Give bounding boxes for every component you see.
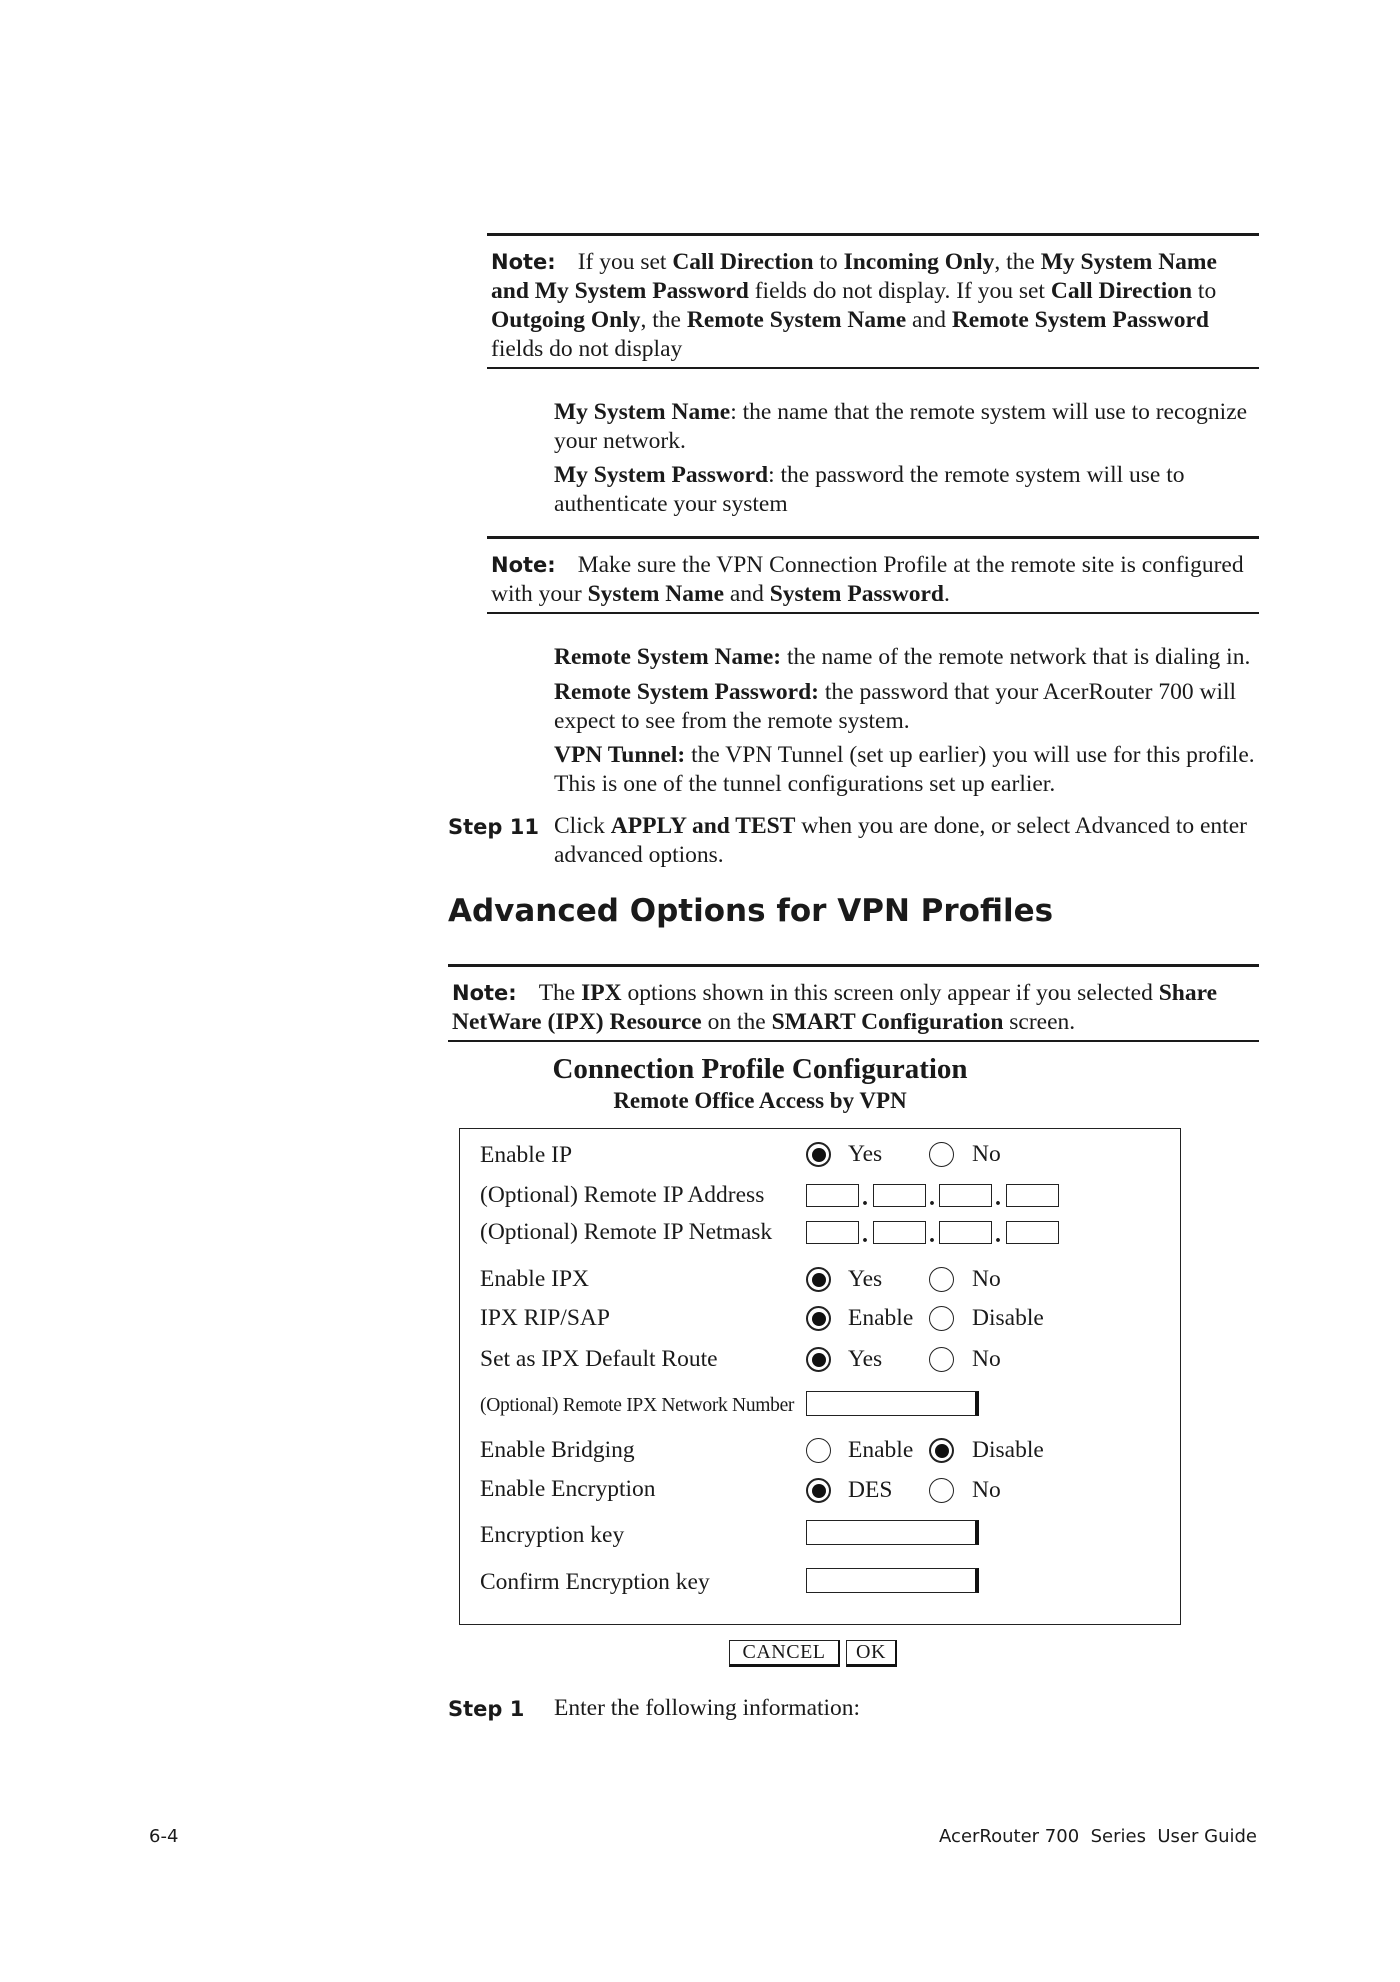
ipx-default-route-label: Set as IPX Default Route: [480, 1346, 718, 1372]
enable-ipx-label: Enable IPX: [480, 1266, 589, 1292]
remote-system-password-desc: Remote System Password: the password that your AcerRouter 700 will expect to see from the remote system.: [554, 679, 1237, 734]
ip-dot: .: [995, 1185, 1001, 1211]
enable-bridging-enable-radio[interactable]: [806, 1438, 831, 1463]
step-1-text: Enter the following information:: [554, 1695, 861, 1721]
screen-title: Connection Profile Configuration: [552, 1053, 968, 1085]
remote-netmask-octet-2[interactable]: [873, 1221, 926, 1244]
note-vpn-profile: Note: Make sure the VPN Connection Profile at the remote site is configured with your System Name and System Password.: [487, 536, 1259, 614]
enable-ipx-yes-label: Yes: [848, 1266, 883, 1292]
note-ipx-options: Note: The IPX options shown in this screen only appear if you selected Share NetWare (IPX) Resource on the SMART Configuration screen.: [448, 964, 1259, 1042]
enable-encryption-no-label: No: [972, 1477, 1001, 1503]
enable-ip-yes-radio[interactable]: [806, 1142, 831, 1167]
enable-encryption-des-label: DES: [848, 1477, 893, 1503]
step-11-label: Step 11: [448, 815, 539, 839]
vpn-tunnel-desc: VPN Tunnel: the VPN Tunnel (set up earlier) you will use for this profile. This is one of the tunnel configurations set up earlier.: [554, 742, 1255, 797]
enable-ip-no-label: No: [972, 1141, 1001, 1167]
note-label: Note:: [491, 250, 556, 274]
ipx-default-route-no-label: No: [972, 1346, 1001, 1372]
remote-netmask-octet-3[interactable]: [939, 1221, 992, 1244]
my-system-name-desc: My System Name: the name that the remote system will use to recognize your network.: [554, 399, 1248, 454]
step-1-label: Step 1: [448, 1697, 525, 1721]
remote-system-name-desc: Remote System Name: the name of the remote network that is dialing in.: [554, 644, 1251, 670]
page-number: 6-4: [149, 1826, 179, 1847]
my-system-password-desc: My System Password: the password the remote system will use to authenticate your system: [554, 462, 1185, 517]
note-call-direction: Note: If you set Call Direction to Incoming Only, the My System Name and My System Password fields do not display. If you set Call Direction to Outgoing Only, the Remote System Name and Remote System Password fields do not display: [487, 233, 1259, 369]
enable-encryption-label: Enable Encryption: [480, 1476, 656, 1502]
enable-ip-label: Enable IP: [480, 1142, 573, 1168]
confirm-encryption-key-input[interactable]: [806, 1568, 979, 1593]
enable-encryption-no-radio[interactable]: [929, 1478, 954, 1503]
note-label: Note:: [491, 553, 556, 577]
remote-ip-octet-2[interactable]: [873, 1184, 926, 1207]
cancel-button[interactable]: CANCEL: [729, 1640, 840, 1667]
screen-subtitle: Remote Office Access by VPN: [613, 1088, 907, 1113]
enable-ipx-no-label: No: [972, 1266, 1001, 1292]
remote-ip-octet-3[interactable]: [939, 1184, 992, 1207]
footer-title: AcerRouter 700 Series User Guide: [939, 1826, 1257, 1847]
encryption-key-input[interactable]: [806, 1520, 979, 1545]
ipx-rip-sap-disable-label: Disable: [972, 1305, 1044, 1331]
ipx-rip-sap-enable-radio[interactable]: [806, 1306, 831, 1331]
remote-ip-address-label: (Optional) Remote IP Address: [480, 1182, 765, 1208]
ipx-default-route-yes-label: Yes: [848, 1346, 883, 1372]
ipx-rip-sap-disable-radio[interactable]: [929, 1306, 954, 1331]
encryption-key-label: Encryption key: [480, 1522, 625, 1548]
remote-ip-octet-4[interactable]: [1006, 1184, 1059, 1207]
ipx-default-route-yes-radio[interactable]: [806, 1347, 831, 1372]
confirm-encryption-key-label: Confirm Encryption key: [480, 1569, 710, 1595]
section-heading: Advanced Options for VPN Profiles: [448, 893, 1054, 929]
remote-ip-netmask-label: (Optional) Remote IP Netmask: [480, 1219, 773, 1245]
enable-encryption-des-radio[interactable]: [806, 1478, 831, 1503]
ipx-rip-sap-enable-label: Enable: [848, 1305, 914, 1331]
step-11-text: Click APPLY and TEST when you are done, or select Advanced to enter advanced options.: [554, 813, 1247, 868]
ipx-network-number-input[interactable]: [806, 1391, 979, 1416]
ip-dot: .: [929, 1222, 935, 1248]
enable-bridging-disable-label: Disable: [972, 1437, 1044, 1463]
remote-ip-octet-1[interactable]: [806, 1184, 859, 1207]
remote-netmask-octet-1[interactable]: [806, 1221, 859, 1244]
ok-button[interactable]: OK: [846, 1640, 897, 1667]
ipx-network-number-label: (Optional) Remote IPX Network Number: [480, 1395, 795, 1416]
enable-ipx-no-radio[interactable]: [929, 1267, 954, 1292]
ip-dot: .: [862, 1222, 868, 1248]
ipx-rip-sap-label: IPX RIP/SAP: [480, 1305, 610, 1331]
enable-bridging-enable-label: Enable: [848, 1437, 914, 1463]
ip-dot: .: [862, 1185, 868, 1211]
ipx-default-route-no-radio[interactable]: [929, 1347, 954, 1372]
ip-dot: .: [929, 1185, 935, 1211]
note-label: Note:: [452, 981, 517, 1005]
remote-netmask-octet-4[interactable]: [1006, 1221, 1059, 1244]
enable-bridging-label: Enable Bridging: [480, 1437, 635, 1463]
enable-ip-no-radio[interactable]: [929, 1142, 954, 1167]
enable-ip-yes-label: Yes: [848, 1141, 883, 1167]
enable-ipx-yes-radio[interactable]: [806, 1267, 831, 1292]
enable-bridging-disable-radio[interactable]: [929, 1438, 954, 1463]
ip-dot: .: [995, 1222, 1001, 1248]
